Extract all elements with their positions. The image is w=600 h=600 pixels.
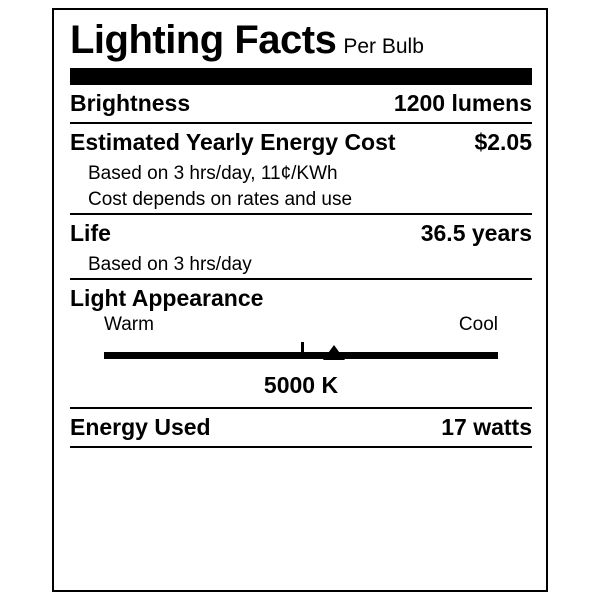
title-main: Lighting Facts	[70, 18, 337, 62]
life-value: 36.5 years	[420, 220, 532, 246]
life-row	[66, 215, 534, 252]
energy-cost-value: $2.05	[474, 129, 532, 155]
energy-used-label: Energy Used	[70, 414, 211, 440]
energy-used-value: 17 watts	[441, 414, 532, 440]
energy-cost-note-rates: Cost depends on rates and use	[88, 189, 353, 210]
light-appearance-value: 5000 K	[263, 372, 339, 398]
scale-midpoint-tick	[301, 342, 304, 354]
lighting-facts-label	[52, 8, 548, 592]
label-bottom-space	[66, 448, 534, 508]
energy-cost-note-basis: Based on 3 hrs/day, 11¢/KWh	[88, 163, 338, 184]
label-title	[66, 10, 534, 60]
brightness-row	[66, 85, 534, 122]
title-subtitle: Per Bulb	[343, 35, 424, 58]
energy-cost-row	[66, 124, 534, 161]
energy-used-row	[66, 409, 534, 446]
light-appearance-scale	[66, 314, 534, 407]
light-appearance-label: Light Appearance	[70, 285, 264, 311]
scale-pointer-icon	[323, 345, 345, 360]
life-note: Based on 3 hrs/day	[88, 254, 252, 275]
brightness-value: 1200 lumens	[393, 90, 532, 116]
energy-cost-label: Estimated Yearly Energy Cost	[70, 129, 396, 155]
brightness-label: Brightness	[70, 90, 191, 116]
scale-label-warm: Warm	[104, 314, 154, 335]
life-label: Life	[70, 220, 111, 246]
title-divider-bar	[70, 68, 532, 85]
scale-label-cool: Cool	[458, 314, 498, 335]
